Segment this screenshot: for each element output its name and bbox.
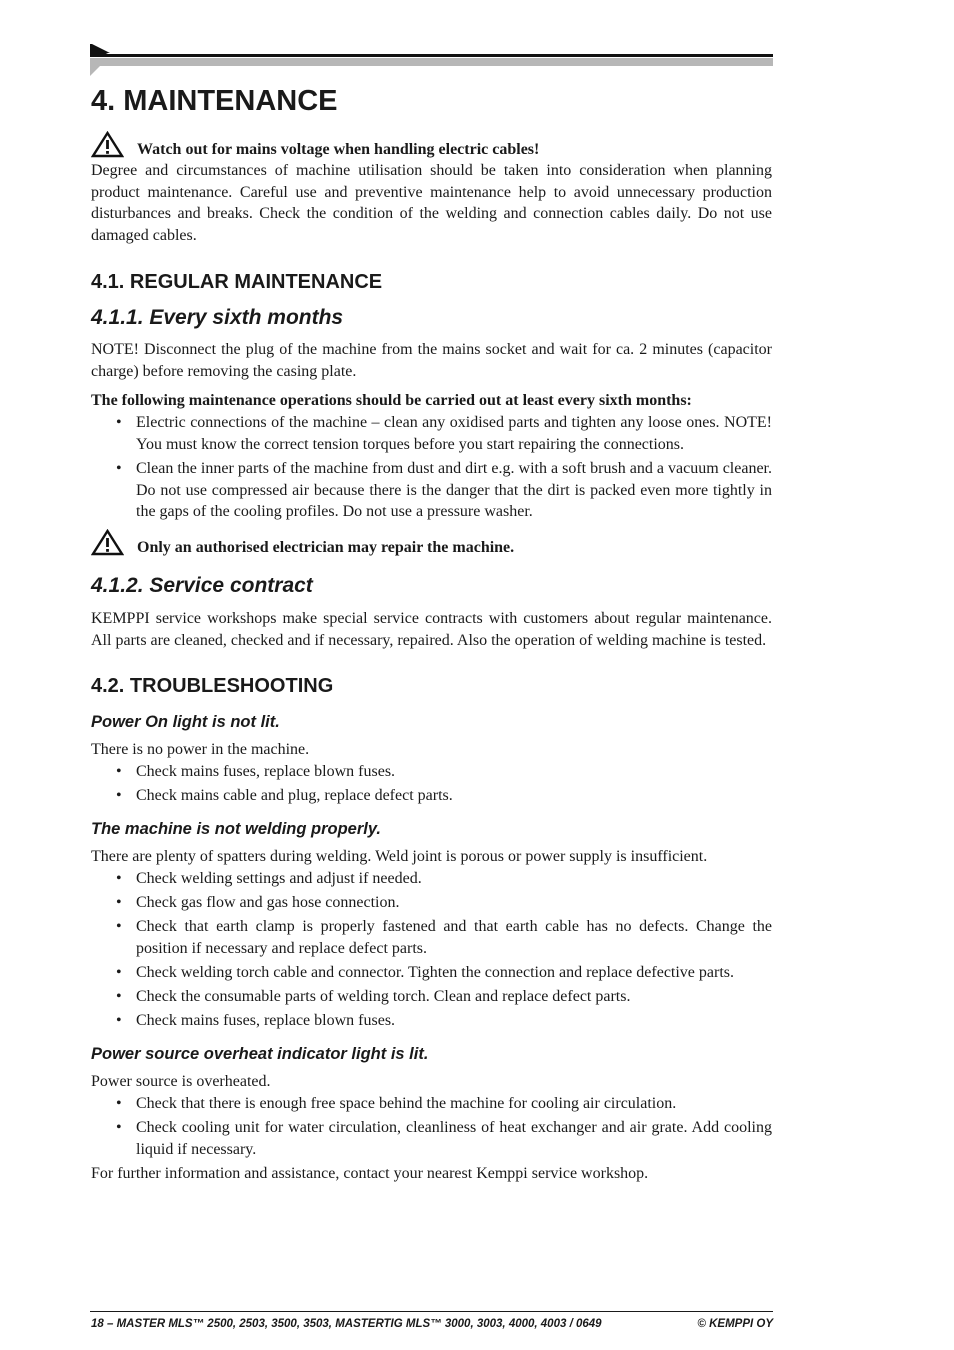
issue-heading-overheat: Power source overheat indicator light is lit. xyxy=(91,1045,429,1064)
disconnect-note: NOTE! Disconnect the plug of the machine from the mains socket and wait for ca. 2 minutes (capacitor charge) before removing the casing plate. xyxy=(91,340,772,380)
page-content xyxy=(91,84,772,1185)
list-item: • Check that earth clamp is properly fastened and that earth cable has no defects. Change the position if necessary and replace defect parts. xyxy=(91,916,772,959)
footer-copyright: © KEMPPI OY xyxy=(697,1318,773,1330)
sixth-months-list xyxy=(91,412,772,523)
intro-paragraph: Degree and circumstances of machine utilisation should be taken into consideration when planning product maintenance. Careful use and preventive maintenance help to avoid unnecessary production disturbances and breaks. Check the condition of the welding and connection cables daily. Do not use damaged cables. xyxy=(91,162,772,245)
list-item: • Check mains fuses, replace blown fuses. xyxy=(91,761,772,783)
list-item: • Check cooling unit for water circulation, cleanliness of heat exchanger and air grate. Add cooling liquid if necessary. xyxy=(91,1117,772,1160)
mains-voltage-warning xyxy=(91,131,772,158)
electrician-warning xyxy=(91,529,772,556)
header-bar-graphic xyxy=(90,44,773,76)
issue-checklist xyxy=(91,761,772,807)
warning-triangle-icon xyxy=(91,529,124,556)
section-heading-troubleshooting: 4.2. TROUBLESHOOTING xyxy=(91,675,334,698)
list-item: • Check mains fuses, replace blown fuses. xyxy=(91,1010,772,1032)
list-item: • Clean the inner parts of the machine from dust and dirt e.g. with a soft brush and a vacuum cleaner. Do not use compressed air because there is the danger that the dirt is packed even more tightly in the gaps of the cooling profiles. Do not use a pressure washer. xyxy=(91,458,772,523)
issue-description: Power source is overheated. xyxy=(91,1073,271,1091)
closing-paragraph: For further information and assistance, contact your nearest Kemppi service workshop. xyxy=(91,1164,649,1182)
section-heading-regular-maintenance: 4.1. REGULAR MAINTENANCE xyxy=(91,270,383,293)
footer-page-info: 18 – MASTER MLS™ 2500, 2503, 3500, 3503, MASTERTIG MLS™ 3000, 3003, 4000, 4003 / 0649 xyxy=(91,1318,602,1330)
list-item: • Check welding settings and adjust if needed. xyxy=(91,868,772,890)
list-item: • Check welding torch cable and connector. Tighten the connection and replace defective parts. xyxy=(91,962,772,984)
list-item: • Electric connections of the machine – clean any oxidised parts and tighten any loose ones. NOTE! You must know the correct tension torques before you start repairing the connections. xyxy=(91,412,772,455)
list-item: • Check gas flow and gas hose connection. xyxy=(91,892,772,914)
service-contract-paragraph: KEMPPI service workshops make special service contracts with customers about regular maintenance. All parts are cleaned, checked and if necessary, repaired. Also the operation of welding machine is tested. xyxy=(91,609,772,649)
footer-divider xyxy=(90,1311,773,1312)
page-title: 4. MAINTENANCE xyxy=(91,85,338,117)
list-item: • Check mains cable and plug, replace defect parts. xyxy=(91,785,772,807)
issue-checklist xyxy=(91,1093,772,1161)
list-item: • Check that there is enough free space behind the machine for cooling air circulation. xyxy=(91,1093,772,1115)
issue-heading-power-on-light: Power On light is not lit. xyxy=(91,713,280,732)
subsection-heading-service-contract: 4.1.2. Service contract xyxy=(91,573,313,597)
subsection-heading-every-sixth-months: 4.1.1. Every sixth months xyxy=(91,305,344,329)
issue-heading-not-welding: The machine is not welding properly. xyxy=(91,819,382,838)
warning-text: Watch out for mains voltage when handling electric cables! xyxy=(137,141,540,159)
issue-checklist xyxy=(91,868,772,1032)
warning-triangle-icon xyxy=(91,131,124,158)
issue-description: There is no power in the machine. xyxy=(91,741,310,759)
maintenance-lead: The following maintenance operations should be carried out at least every sixth months: xyxy=(91,392,692,410)
warning-text: Only an authorised electrician may repair the machine. xyxy=(137,539,515,557)
issue-description: There are plenty of spatters during welding. Weld joint is porous or power supply is insufficient. xyxy=(91,847,708,865)
list-item: • Check the consumable parts of welding torch. Clean and replace defect parts. xyxy=(91,986,772,1008)
